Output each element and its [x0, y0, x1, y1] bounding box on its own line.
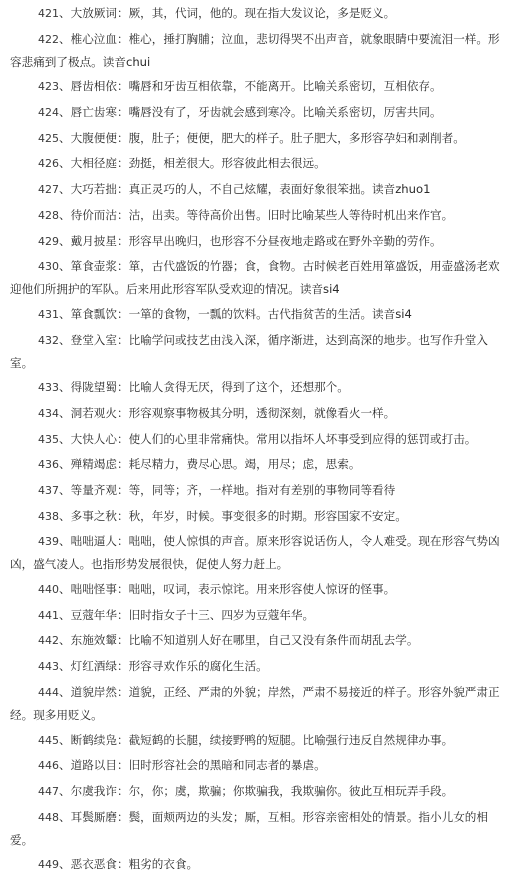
list-item	[10, 178, 511, 201]
list-item	[10, 329, 511, 374]
entry-number: 422	[38, 32, 59, 46]
entry-number: 440	[38, 583, 59, 597]
list-item	[10, 101, 511, 124]
list-item	[10, 655, 511, 678]
entry-number: 443	[38, 660, 59, 674]
entry-number: 425	[38, 131, 59, 145]
list-item	[10, 376, 511, 399]
list-item	[10, 204, 511, 227]
entry-text: 、唇亡齿寒：嘴唇没有了，牙齿就会感到寒冷。比喻关系密切，厉害共同。	[59, 105, 442, 120]
entry-text: 、大巧若拙：真正灵巧的人，不自己炫耀，表面好象很笨拙。读音zhuo1	[59, 182, 431, 197]
entry-number: 434	[38, 406, 59, 420]
entry-text: 、东施效颦：比喻不知道别人好在哪里，自己又没有条件而胡乱去学。	[59, 633, 419, 648]
list-item	[10, 303, 511, 326]
entry-text: 、登堂入室：比喻学问或技艺由浅入深，循序渐进，达到高深的地步。也写作升堂入室。	[10, 332, 488, 370]
entry-number: 438	[38, 509, 59, 523]
entry-number: 448	[38, 810, 59, 824]
list-item	[10, 28, 511, 73]
list-item	[10, 428, 511, 451]
entry-number: 435	[38, 432, 59, 446]
entry-number: 441	[38, 608, 59, 622]
list-item	[10, 806, 511, 851]
entry-text: 、大相径庭：劲挺，相差很大。形容彼此相去很远。	[59, 156, 326, 171]
entry-text: 、断鹤续凫：截短鹤的长腿，续接野鸭的短腿。比喻强行违反自然规律办事。	[59, 732, 454, 747]
list-item	[10, 853, 511, 876]
entry-text: 、豆蔻年华：旧时指女子十三、四岁为豆蔻年华。	[59, 607, 315, 622]
entry-number: 429	[38, 234, 59, 248]
list-item	[10, 152, 511, 175]
list-item	[10, 681, 511, 726]
list-item	[10, 729, 511, 752]
entry-number: 439	[38, 535, 59, 549]
entry-number: 444	[38, 685, 59, 699]
entry-text: 、大腹便便：腹，肚子；便便，肥大的样子。肚子肥大，多形容孕妇和剥削者。	[59, 130, 465, 145]
entry-number: 447	[38, 784, 59, 798]
entry-text: 、道貌岸然：道貌，正经、严肃的外貌；岸然，严肃不易接近的样子。形容外貌严肃正经。现多用贬义。	[10, 684, 500, 722]
list-item	[10, 75, 511, 98]
entry-text: 、得陇望蜀：比喻人贪得无厌，得到了这个，还想那个。	[59, 380, 349, 395]
entry-number: 432	[38, 333, 59, 347]
entry-text: 、唇齿相依：嘴唇和牙齿互相依靠，不能离开。比喻关系密切，互相依存。	[59, 79, 442, 94]
entry-number: 430	[38, 260, 59, 274]
entry-number: 436	[38, 458, 59, 472]
entry-text: 、大快人心：使人们的心里非常痛快。常用以指坏人坏事受到应得的惩罚或打击。	[59, 431, 477, 446]
entry-text: 、待价而沽：沽，出卖。等待高价出售。旧时比喻某些人等待时机出来作官。	[59, 207, 454, 222]
entry-text: 、恶衣恶食：粗劣的衣食。	[59, 857, 199, 872]
entry-text: 、灯红酒绿：形容寻欢作乐的腐化生活。	[59, 659, 268, 674]
entry-text: 、多事之秋：秋，年岁，时候。事变很多的时期。形容国家不安定。	[59, 508, 407, 523]
entry-number: 446	[38, 759, 59, 773]
entry-text: 、箪食瓢饮：一箪的食物，一瓢的饮料。古代指贫苦的生活。读音si4	[59, 306, 412, 321]
entry-text: 、戴月披星：形容早出晚归，也形容不分昼夜地走路或在野外辛勤的劳作。	[59, 233, 442, 248]
list-item	[10, 402, 511, 425]
entry-text: 、等量齐观：等，同等；齐，一样地。指对有差别的事物同等看待	[59, 483, 396, 497]
entry-text: 、尔虞我诈：尔，你；虞，欺骗；你欺骗我，我欺骗你。彼此互相玩弄手段。	[59, 783, 454, 798]
entry-number: 421	[38, 7, 59, 20]
list-item	[10, 453, 511, 476]
entry-number: 427	[38, 183, 59, 197]
entry-text: 、咄咄逼人：咄咄，使人惊惧的声音。原来形容说话伤人，令人难受。现在形容气势凶凶，盛气凌人。也指形势发展很快，促使人努力赶上。	[10, 534, 500, 572]
list-item	[10, 479, 511, 502]
entry-number: 433	[38, 381, 59, 395]
list-item	[10, 230, 511, 253]
list-item	[10, 578, 511, 601]
entry-text: 、椎心泣血：椎心，捶打胸脯；泣血，悲切得哭不出声音，就象眼睛中要流泪一样。形容悲痛到了极点。读音chui	[10, 31, 500, 69]
list-item	[10, 629, 511, 652]
entry-number: 428	[38, 208, 59, 222]
list-item	[10, 2, 511, 25]
list-item	[10, 127, 511, 150]
list-item	[10, 505, 511, 528]
list-item	[10, 530, 511, 575]
entry-number: 445	[38, 733, 59, 747]
entry-text: 、道路以目：旧时形容社会的黑暗和同志者的暴虐。	[59, 758, 326, 773]
entry-text: 、殚精竭虑：耗尽精力，费尽心思。竭，用尽；虑，思索。	[59, 457, 361, 472]
entry-number: 423	[38, 80, 59, 94]
list-item	[10, 255, 511, 300]
entry-text: 、大放厥词：厥，其，代词，他的。现在指大发议论，多是贬义。	[59, 6, 396, 20]
list-item	[10, 754, 511, 777]
entry-text: 、箪食壶浆：箪，古代盛饭的竹器；食，食物。古时候老百姓用箪盛饭，用壶盛汤老欢迎他们所拥护的军队。后来用此形容军队受欢迎的情况。读音si4	[10, 259, 500, 297]
entry-number: 424	[38, 106, 59, 120]
entry-number: 442	[38, 634, 59, 648]
entry-number: 426	[38, 157, 59, 171]
entry-text: 、咄咄怪事：咄咄，叹词，表示惊诧。用来形容使人惊讶的怪事。	[59, 582, 396, 597]
entry-text: 、洞若观火：形容观察事物极其分明，透彻深刻，就像看火一样。	[59, 405, 396, 420]
list-item	[10, 604, 511, 627]
entry-number: 449	[38, 858, 59, 872]
entry-text: 、耳鬓厮磨：鬓，面颊两边的头发；厮，互相。形容亲密相处的情景。指小儿女的相爱。	[10, 809, 488, 847]
entry-number: 431	[38, 307, 59, 321]
entry-number: 437	[38, 484, 59, 497]
list-item	[10, 780, 511, 803]
